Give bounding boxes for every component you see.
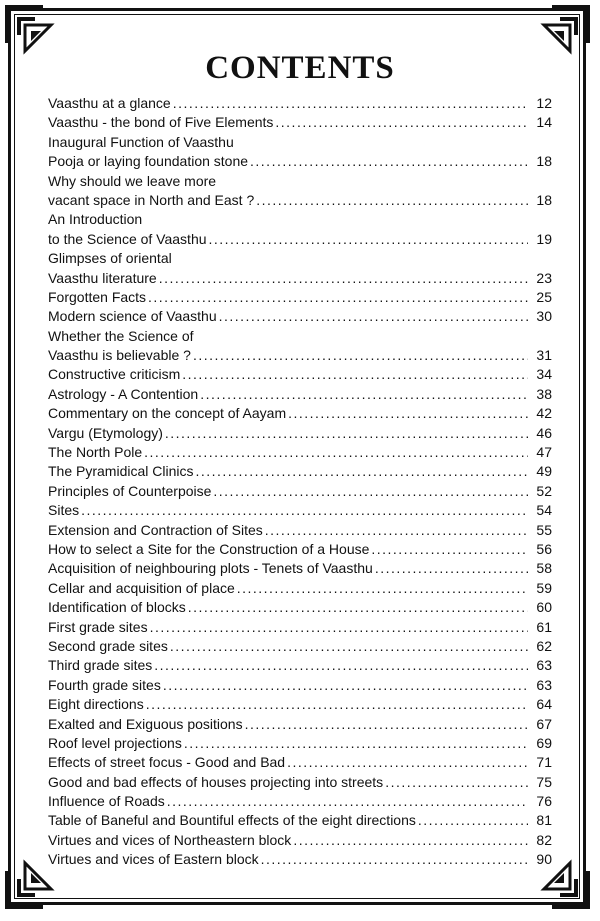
toc-entry [48, 133, 552, 152]
toc-entry [48, 521, 552, 540]
toc-entry-page: 55 [536, 521, 552, 538]
toc-entry-title: Third grade sites [48, 657, 153, 674]
dot-leader [193, 346, 528, 365]
toc-entry-title: Inaugural Function of Vaasthu [48, 133, 234, 150]
toc-entry [48, 288, 552, 307]
toc-entry-page: 34 [536, 366, 552, 383]
dot-leader [150, 618, 528, 637]
toc-entry [48, 656, 552, 675]
toc-entry-page: 90 [536, 851, 552, 868]
toc-entry [48, 579, 552, 598]
page-title: CONTENTS [205, 50, 395, 86]
toc-entry-page: 69 [536, 734, 552, 751]
toc-entry-page: 42 [536, 405, 552, 422]
toc-entry-title: Why should we leave more [48, 172, 217, 189]
dot-leader [288, 404, 528, 423]
toc-entry-title: Second grade sites [48, 637, 168, 654]
toc-entry-title: to the Science of Vaasthu [48, 230, 207, 247]
toc-entry-title: How to select a Site for the Construction of a House [48, 540, 370, 557]
toc-entry-page: 58 [536, 560, 552, 577]
dot-leader [219, 307, 528, 326]
toc-entry-title: First grade sites [48, 618, 148, 635]
toc-entry-title: Commentary on the concept of Aayam [48, 405, 287, 422]
toc-entry-title: Vaasthu at a glance [48, 95, 171, 111]
dot-leader [154, 656, 528, 675]
toc-entry [48, 443, 552, 462]
dot-leader [200, 385, 528, 404]
toc-entry-page: 76 [536, 793, 552, 810]
toc-entry [48, 501, 552, 520]
toc-entry-title: Astrology - A Contention [48, 385, 199, 402]
toc-entry-title: Whether the Science of [48, 327, 194, 344]
toc-entry-page: 47 [536, 444, 552, 461]
dot-leader [144, 443, 528, 462]
toc-entry-title: Virtues and vices of Eastern block [48, 851, 259, 868]
toc-entry-page: 82 [536, 831, 552, 848]
toc-entry-title: Identification of blocks [48, 599, 186, 616]
toc-entry-page: 38 [536, 385, 552, 402]
dot-leader [287, 753, 528, 772]
toc-entry-page: 71 [536, 754, 552, 771]
dot-leader [209, 230, 528, 249]
dot-leader [165, 424, 528, 443]
toc-entry-page: 14 [536, 114, 552, 131]
toc-entry-title: Table of Baneful and Bountiful effects of the eight directions [48, 812, 416, 829]
table-of-contents [48, 94, 552, 870]
toc-entry [48, 540, 552, 559]
toc-entry-title: Forgotten Facts [48, 288, 147, 305]
toc-entry-page: 12 [536, 95, 552, 111]
toc-entry-page: 63 [536, 657, 552, 674]
dot-leader [81, 501, 528, 520]
toc-entry [48, 734, 552, 753]
toc-entry [48, 618, 552, 637]
toc-entry [48, 792, 552, 811]
toc-entry-page: 62 [536, 637, 552, 654]
toc-entry [48, 172, 552, 191]
toc-entry-title: Sites [48, 502, 80, 519]
toc-entry [48, 230, 552, 249]
toc-entry-title: Influence of Roads [48, 793, 165, 810]
toc-entry [48, 811, 552, 830]
toc-entry-title: Vaasthu is believable ? [48, 347, 191, 364]
dot-leader [371, 540, 528, 559]
dot-leader [182, 365, 528, 384]
dot-leader [375, 559, 528, 578]
toc-entry-page: 52 [536, 482, 552, 499]
toc-entry [48, 346, 552, 365]
toc-entry-title: Pooja or laying foundation stone [48, 153, 249, 170]
toc-entry-page: 25 [536, 288, 552, 305]
toc-entry-title: Vaasthu literature [48, 269, 157, 286]
dot-leader [167, 792, 528, 811]
toc-entry-page: 67 [536, 715, 552, 732]
toc-entry-title: An Introduction [48, 211, 143, 228]
toc-entry-page: 18 [536, 153, 552, 170]
dot-leader [293, 831, 528, 850]
toc-entry [48, 327, 552, 346]
toc-entry-page: 30 [536, 308, 552, 325]
toc-entry-page: 19 [536, 230, 552, 247]
toc-entry-title: Eight directions [48, 696, 144, 713]
toc-entry [48, 94, 552, 113]
toc-entry-page: 54 [536, 502, 552, 519]
dot-leader [245, 715, 528, 734]
toc-entry-title: Vargu (Etymology) [48, 424, 163, 441]
dot-leader [148, 288, 528, 307]
toc-entry-title: The North Pole [48, 444, 143, 461]
toc-entry-title: vacant space in North and East ? [48, 191, 255, 208]
toc-entry [48, 559, 552, 578]
toc-entry-title: Roof level projections [48, 734, 182, 751]
toc-entry-title: The Pyramidical Clinics [48, 463, 194, 480]
toc-entry-title: Good and bad effects of houses projecting into streets [48, 773, 384, 790]
toc-entry-page: 61 [536, 618, 552, 635]
toc-entry-page: 81 [536, 812, 552, 829]
dot-leader [146, 695, 528, 714]
toc-entry [48, 249, 552, 268]
toc-entry-page: 64 [536, 696, 552, 713]
toc-entry [48, 753, 552, 772]
toc-entry [48, 715, 552, 734]
toc-entry-page: 59 [536, 579, 552, 596]
toc-entry [48, 676, 552, 695]
toc-entry-title: Effects of street focus - Good and Bad [48, 754, 286, 771]
dot-leader [250, 152, 528, 171]
dot-leader [275, 113, 528, 132]
dot-leader [265, 521, 528, 540]
toc-entry [48, 210, 552, 229]
dot-leader [170, 637, 528, 656]
toc-entry-page: 18 [536, 191, 552, 208]
toc-entry [48, 307, 552, 326]
toc-entry-page: 56 [536, 540, 552, 557]
toc-entry-title: Principles of Counterpoise [48, 482, 212, 499]
toc-entry-title: Acquisition of neighbouring plots - Tenets of Vaasthu [48, 560, 373, 577]
toc-entry [48, 462, 552, 481]
toc-entry-title: Fourth grade sites [48, 676, 161, 693]
dot-leader [163, 676, 528, 695]
toc-entry [48, 365, 552, 384]
dot-leader [385, 773, 528, 792]
dot-leader [195, 462, 528, 481]
toc-entry [48, 191, 552, 210]
toc-entry [48, 482, 552, 501]
toc-entry [48, 773, 552, 792]
toc-entry [48, 637, 552, 656]
toc-entry [48, 113, 552, 132]
toc-entry-page: 46 [536, 424, 552, 441]
toc-entry-title: Vaasthu - the bond of Five Elements [48, 114, 274, 131]
toc-entry [48, 850, 552, 869]
toc-entry [48, 269, 552, 288]
toc-entry-title: Cellar and acquisition of place [48, 579, 235, 596]
dot-leader [261, 850, 528, 869]
toc-entry [48, 831, 552, 850]
toc-entry-page: 60 [536, 599, 552, 616]
toc-entry-title: Exalted and Exiguous positions [48, 715, 243, 732]
toc-entry-page: 23 [536, 269, 552, 286]
toc-entry-title: Modern science of Vaasthu [48, 308, 217, 325]
toc-entry-page: 31 [536, 347, 552, 364]
toc-entry [48, 404, 552, 423]
dot-leader [237, 579, 528, 598]
dot-leader [418, 811, 528, 830]
dot-leader [159, 269, 528, 288]
dot-leader [173, 94, 528, 113]
toc-entry [48, 424, 552, 443]
toc-entry [48, 695, 552, 714]
toc-entry-title: Glimpses of oriental [48, 250, 172, 267]
toc-entry [48, 598, 552, 617]
toc-entry-title: Constructive criticism [48, 366, 181, 383]
toc-entry [48, 152, 552, 171]
dot-leader [184, 734, 528, 753]
toc-entry-title: Extension and Contraction of Sites [48, 521, 263, 538]
toc-entry [48, 385, 552, 404]
dot-leader [213, 482, 528, 501]
toc-entry-page: 75 [536, 773, 552, 790]
toc-entry-title: Virtues and vices of Northeastern block [48, 831, 292, 848]
toc-entry-page: 63 [536, 676, 552, 693]
dot-leader [188, 598, 528, 617]
toc-entry-page: 49 [536, 463, 552, 480]
dot-leader [256, 191, 528, 210]
